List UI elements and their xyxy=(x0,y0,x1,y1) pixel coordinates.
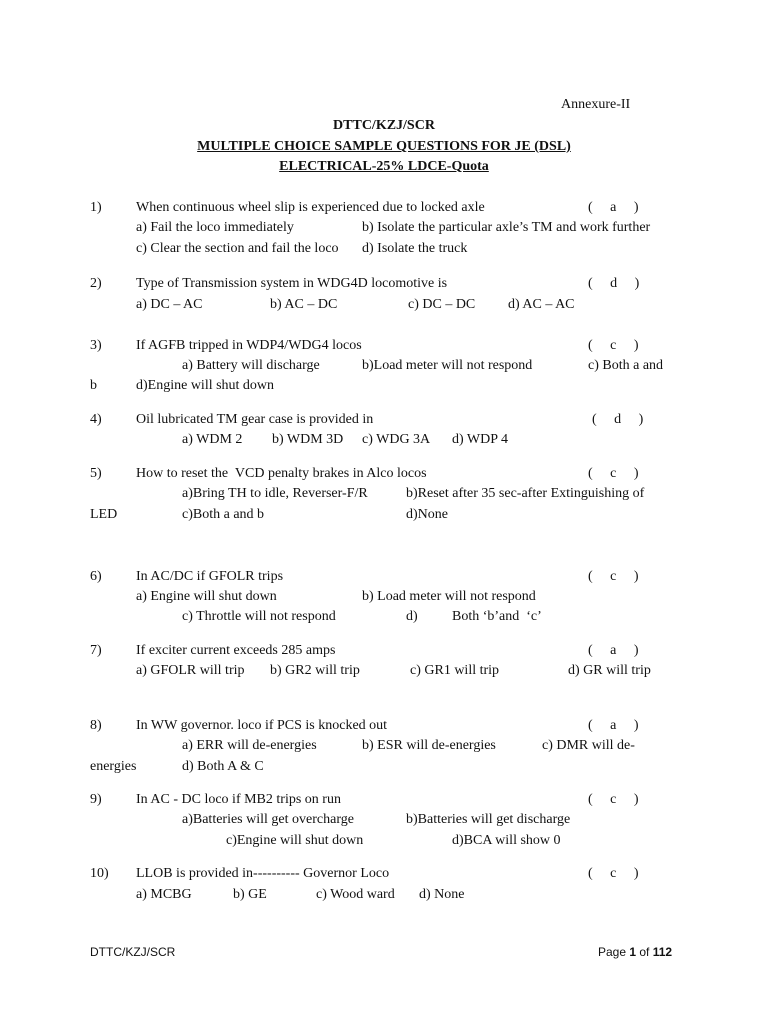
question-text: In AC - DC loco if MB2 trips on run xyxy=(136,792,341,807)
question-text: Type of Transmission system in WDG4D locomotive is xyxy=(136,276,448,291)
option-c: c) Clear the section and fail the loco xyxy=(136,241,339,256)
question-text: Oil lubricated TM gear case is provided in xyxy=(136,412,374,427)
option-b: b) AC – DC xyxy=(270,297,338,312)
option-d: d)None xyxy=(406,507,448,522)
option-d-text: Both ‘b’and ‘c’ xyxy=(452,609,542,624)
option-d: d)BCA will show 0 xyxy=(452,833,561,848)
option-b: b)Load meter will not respond xyxy=(362,358,533,373)
option-c: c) WDG 3A xyxy=(362,432,431,447)
question-text: When continuous wheel slip is experienced due to locked axle xyxy=(136,200,485,215)
option-a: a) Engine will shut down xyxy=(136,589,277,604)
question-text: How to reset the VCD penalty brakes in Alco locos xyxy=(136,466,427,481)
question-number: 4) xyxy=(90,412,102,427)
answer-key: ( c ) xyxy=(588,866,639,881)
question-text: LLOB is provided in---------- Governor Loco xyxy=(136,866,390,881)
answer-key: ( a ) xyxy=(588,718,639,733)
answer-key: ( c ) xyxy=(588,569,639,584)
question-number: 6) xyxy=(90,569,102,584)
option-b: b) Load meter will not respond xyxy=(362,589,536,604)
option-c: c)Engine will shut down xyxy=(226,833,364,848)
question-text: In WW governor. loco if PCS is knocked out xyxy=(136,718,388,733)
option-b: b)Batteries will get discharge xyxy=(406,812,571,827)
answer-key: ( c ) xyxy=(588,338,639,353)
option-c: c) Both a and xyxy=(588,358,664,373)
option-d: d) GR will trip xyxy=(568,663,651,678)
page-of: of xyxy=(636,945,653,959)
question-number: 7) xyxy=(90,643,102,658)
page-prefix: Page xyxy=(598,945,630,959)
answer-key: ( a ) xyxy=(588,643,639,658)
question-number: 8) xyxy=(90,718,102,733)
option-a: a) WDM 2 xyxy=(182,432,243,447)
option-b: b) GE xyxy=(233,887,267,902)
option-a: a) DC – AC xyxy=(136,297,203,312)
question-text: If AGFB tripped in WDP4/WDG4 locos xyxy=(136,338,362,353)
option-a: a) MCBG xyxy=(136,887,192,902)
answer-key: ( c ) xyxy=(588,466,639,481)
option-c: c) Wood ward xyxy=(316,887,395,902)
option-b-continued: LED xyxy=(90,507,118,522)
page-subtitle: ELECTRICAL-25% LDCE-Quota xyxy=(279,159,489,174)
question-number: 5) xyxy=(90,466,102,481)
option-c: c)Both a and b xyxy=(182,507,265,522)
question-number: 10) xyxy=(90,866,109,881)
option-c-continued: b xyxy=(90,378,97,393)
question-number: 9) xyxy=(90,792,102,807)
option-c-continued: energies xyxy=(90,759,137,774)
option-a: a)Batteries will get overcharge xyxy=(182,812,354,827)
option-b: b) Isolate the particular axle’s TM and work further xyxy=(362,220,651,235)
question-number: 3) xyxy=(90,338,102,353)
option-d: d) xyxy=(406,609,418,624)
option-d: d) Both A & C xyxy=(182,759,264,774)
option-a: a) Fail the loco immediately xyxy=(136,220,294,235)
option-b: b) ESR will de-energies xyxy=(362,738,496,753)
page-title: MULTIPLE CHOICE SAMPLE QUESTIONS FOR JE (DSL) xyxy=(197,139,571,154)
footer-org: DTTC/KZJ/SCR xyxy=(90,945,176,959)
total-pages: 112 xyxy=(652,945,673,959)
page-number xyxy=(598,945,672,959)
option-d: d)Engine will shut down xyxy=(136,378,275,393)
question-text: If exciter current exceeds 285 amps xyxy=(136,643,336,658)
answer-key: ( d ) xyxy=(592,412,644,427)
question-text: In AC/DC if GFOLR trips xyxy=(136,569,284,584)
current-page: 1 xyxy=(629,945,637,959)
option-c: c) DC – DC xyxy=(408,297,476,312)
option-a: a) Battery will discharge xyxy=(182,358,320,373)
option-a: a) ERR will de-energies xyxy=(182,738,317,753)
answer-key: ( a ) xyxy=(588,200,639,215)
option-a: a)Bring TH to idle, Reverser-F/R xyxy=(182,486,368,501)
option-c: c) GR1 will trip xyxy=(410,663,500,678)
option-d: d) None xyxy=(419,887,465,902)
option-b: b) WDM 3D xyxy=(272,432,344,447)
option-c: c) Throttle will not respond xyxy=(182,609,336,624)
option-a: a) GFOLR will trip xyxy=(136,663,245,678)
answer-key: ( c ) xyxy=(588,792,639,807)
option-b: b)Reset after 35 sec-after Extinguishing of xyxy=(406,486,645,501)
question-number: 1) xyxy=(90,200,102,215)
option-c: c) DMR will de- xyxy=(542,738,635,753)
option-d: d) WDP 4 xyxy=(452,432,508,447)
option-b: b) GR2 will trip xyxy=(270,663,360,678)
option-d: d) Isolate the truck xyxy=(362,241,468,256)
annexure-label: Annexure-II xyxy=(561,97,631,112)
option-d: d) AC – AC xyxy=(508,297,575,312)
answer-key: ( d ) xyxy=(588,276,640,291)
question-number: 2) xyxy=(90,276,102,291)
header-org: DTTC/KZJ/SCR xyxy=(333,118,435,133)
